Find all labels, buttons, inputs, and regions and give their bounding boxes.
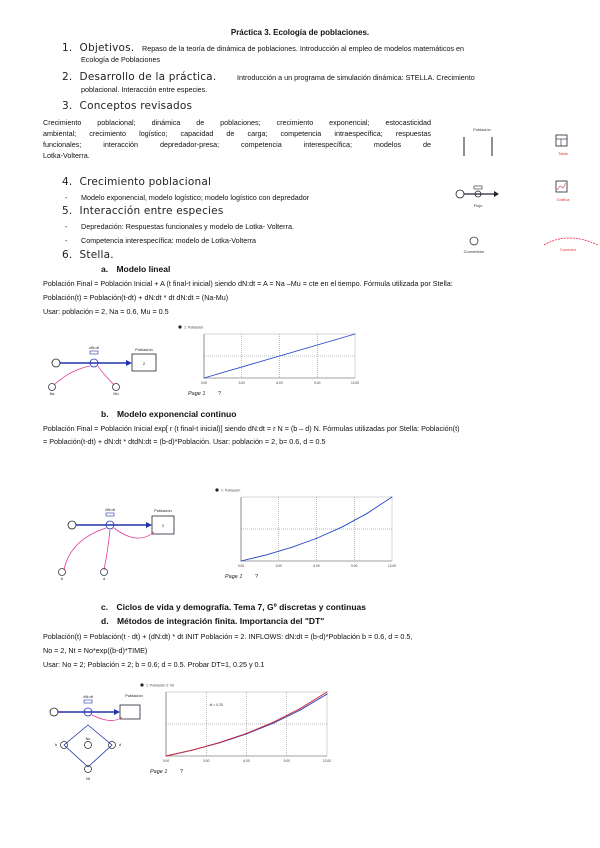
data-point <box>291 547 292 548</box>
x-tick-label: 0.00 <box>162 759 170 763</box>
exponential-model-diagram <box>48 500 198 580</box>
converter-mu-label: Mu <box>113 392 119 395</box>
connector-d <box>104 530 110 570</box>
chart-title: 1: Población 2: Nt <box>146 683 174 688</box>
chart-title: 1: Población <box>184 325 204 330</box>
chart-footer-status: ? <box>218 391 222 397</box>
section-3-line-4: Lotka-Volterra. <box>43 151 90 160</box>
connector-b <box>64 528 106 570</box>
subsection-c-heading <box>101 602 366 612</box>
section-5-title: Interacción entre especies <box>79 205 224 217</box>
toolbar-flow-label: Flujo <box>473 203 483 208</box>
source-cloud-icon <box>50 708 58 716</box>
stock-value: 2 <box>142 361 146 366</box>
converter-b-icon <box>59 569 66 576</box>
table-tool-icon[interactable] <box>556 135 567 146</box>
section-1-heading <box>62 42 134 54</box>
toolbar-stock-label: Población <box>473 127 491 132</box>
section-5-bullet-1: - Depredación: Respuestas funcionales y modelo de Lotka- Volterra. <box>81 221 294 232</box>
chart-title-marker <box>215 488 218 491</box>
x-tick-label: 9.00 <box>351 564 358 568</box>
converter-d-label: d <box>102 577 106 580</box>
section-3-number: 3. <box>62 100 73 112</box>
flow-valve-top <box>106 513 114 516</box>
data-point <box>192 749 193 750</box>
section-6-number: 6. <box>62 249 73 261</box>
chart-title-marker <box>140 683 143 686</box>
chart-title-marker <box>178 325 181 328</box>
page-title: Práctica 3. Ecología de poblaciones. <box>230 28 370 37</box>
subsection-a-line-3: Usar: población = 2, Na = 0.6, Mu = 0.5 <box>43 307 169 316</box>
x-tick-label: 3.00 <box>203 759 210 763</box>
subsection-d-line-1: Población(t) = Población(t - dt) + (dN:dt) * dt INIT Población = 2. INFLOWS: dN:dt = (b-d)*Población b = 0.6, d = 0.5, <box>43 632 413 641</box>
subsection-c-label: c. <box>101 602 109 612</box>
data-point <box>266 554 267 555</box>
data-point <box>300 710 301 711</box>
converter-tool-icon[interactable] <box>470 237 478 245</box>
section-1-number: 1. <box>62 42 73 54</box>
section-1-text: Repaso de la teoría de dinámica de poblaciones. Introducción al empleo de modelos matemáticos en <box>142 44 465 53</box>
section-3-line-1: Crecimiento poblacional; dinámica de poblaciones; crecimiento exponencial; estocasticidad <box>43 118 431 127</box>
converter-no-icon <box>85 742 92 749</box>
converter-nt-label: Nt <box>86 777 90 781</box>
source-cloud-icon <box>68 521 76 529</box>
flow-label: dN:dt <box>83 694 93 699</box>
converter-na-label: Na <box>49 392 55 395</box>
flow-tool-icon[interactable] <box>456 186 499 198</box>
section-2-heading <box>62 71 216 83</box>
subsection-d-title: Métodos de integración finita. Importancia del "DT" <box>116 616 325 626</box>
data-point <box>204 378 205 379</box>
section-3-line-2: ambiental; crecimiento logístico; capacidad de carga; competencia intraespecífica; respuestas <box>43 129 431 138</box>
subsection-a-line-2: Población(t) = Población(t-dt) + dN:dt * dt dN:dt = (Na-Mu) <box>43 293 229 302</box>
chart-footer-page: Page 1 <box>150 769 168 775</box>
data-point <box>327 692 328 693</box>
section-2-number: 2. <box>62 71 73 83</box>
x-tick-label: 0.00 <box>200 381 208 385</box>
converter-no-label: No <box>85 737 91 741</box>
chart-footer-status: ? <box>255 574 259 580</box>
x-tick-label: 9.00 <box>283 759 290 763</box>
data-point <box>392 497 393 498</box>
data-point <box>316 538 317 539</box>
subsection-b-line-2: = Población(t-dt) + dN:dt * dtdN:dt = (b-d)*Población. Usar: población = 2, b= 0.6, d = 0.5 <box>43 437 326 446</box>
data-point <box>366 513 367 514</box>
subsection-d-line-3: Usar: No = 2; Población = 2; b = 0.6; d = 0.5. Probar DT=1, 0.25 y 0.1 <box>43 660 265 669</box>
connector-mu <box>98 366 114 385</box>
data-point <box>219 742 220 743</box>
x-tick-label: 9.00 <box>314 381 321 385</box>
section-6-heading <box>62 249 114 261</box>
section-3-title: Conceptos revisados <box>79 100 193 112</box>
source-cloud-icon <box>52 359 60 367</box>
subsection-b-heading <box>101 409 236 419</box>
data-point <box>300 708 301 709</box>
toolbar-connector-label: Conector <box>559 247 577 252</box>
integration-method-chart <box>130 678 335 778</box>
toolbar-converter-label: Convertidor <box>463 249 485 254</box>
section-2-title: Desarrollo de la práctica. <box>79 71 217 83</box>
toolbar-table-label: Tabla <box>558 151 568 156</box>
converter-b-label: b <box>54 743 58 747</box>
section-2-text-2: poblacional. Interacción entre especies. <box>81 85 208 94</box>
chart-title: 1: Población <box>221 488 241 493</box>
data-point <box>246 733 247 734</box>
flow-arrow-icon <box>146 522 152 528</box>
data-point <box>341 527 342 528</box>
subsection-a-label: a. <box>101 264 109 274</box>
x-tick-label: 6.00 <box>276 381 283 385</box>
data-point <box>327 694 328 695</box>
flow-valve-top <box>90 351 98 354</box>
subsection-b-title: Modelo exponencial continuo <box>116 409 237 419</box>
data-point <box>273 722 274 723</box>
section-5-bullet-2: - Competencia interespecífica: modelo de Lotka-Volterra <box>81 235 256 246</box>
x-tick-label: 12.00 <box>351 381 359 385</box>
x-tick-label: 3.00 <box>238 381 245 385</box>
chart-footer-page: Page 1 <box>225 574 243 580</box>
connector-na <box>54 366 90 385</box>
subsection-b-label: b. <box>101 409 109 419</box>
subsection-b-line-1: Población Final = Población Inicial exp[ r (t final-t inicial)] siendo dN:dt = r N = (b – d) N. Fórmulas utilizadas por Stella: Población(t) <box>43 424 460 433</box>
flow-arrow-icon <box>126 360 132 366</box>
connector-diamond <box>64 725 112 767</box>
flow-label: dN:dt <box>89 345 99 350</box>
section-4-bullet-1: - Modelo exponencial, modelo logístico; modelo logístico con depredador <box>81 192 309 203</box>
converter-na-icon <box>49 384 56 391</box>
converter-mu-icon <box>113 384 120 391</box>
dt-annotation: dt = 0.25 <box>209 703 223 707</box>
stock-label: Población <box>154 508 172 513</box>
exponential-model-chart <box>205 483 400 583</box>
section-1-title: Objetivos. <box>79 42 135 54</box>
x-tick-label: 12.00 <box>323 759 331 763</box>
x-tick-label: 6.00 <box>243 759 250 763</box>
subsection-a-heading <box>101 264 170 274</box>
flow-arrow-icon <box>114 709 120 715</box>
section-6-title: Stella. <box>79 249 114 261</box>
connector-stock <box>114 528 154 538</box>
subsection-c-title: Ciclos de vida y demografía. Tema 7, Gº discretas y continuas <box>116 602 367 612</box>
stella-toolbar-figure <box>452 125 600 275</box>
data-point <box>355 334 356 335</box>
subsection-d-line-2: No = 2, Nt = No*exp((b-d)*TIME) <box>43 646 148 655</box>
section-4-heading <box>62 176 211 188</box>
toolbar-graph-label: Gráfica <box>556 197 570 202</box>
flow-label: dN:dt <box>105 507 115 512</box>
section-5-heading <box>62 205 224 217</box>
section-3-line-3: funcionales; interacción depredador-presa; competencia interespecífica; modelos de <box>43 140 431 149</box>
linear-model-chart <box>168 320 363 400</box>
stock-value: 2 <box>161 523 165 528</box>
x-tick-label: 3.00 <box>275 564 282 568</box>
section-1-text-2: Ecología de Poblaciones <box>81 55 161 64</box>
subsection-d-label: d. <box>101 616 109 626</box>
converter-d-label: d <box>118 743 122 747</box>
stock-label: Población <box>135 347 153 352</box>
stock-label: Población <box>125 693 143 698</box>
flow-valve-top <box>84 700 92 703</box>
section-3-paragraph <box>43 117 431 161</box>
section-5-number: 5. <box>62 205 73 217</box>
chart-footer-page: Page 1 <box>188 391 206 397</box>
section-4-title: Crecimiento poblacional <box>79 176 212 188</box>
x-tick-label: 0.00 <box>237 564 245 568</box>
section-3-heading <box>62 100 192 112</box>
data-point <box>241 561 242 562</box>
subsection-a-line-1: Población Final = Población Inicial + A (t final-t inicial) siendo dN:dt = A = Na –Mu = cte en el tiempo. Fórmula utilizada por Stella: <box>43 279 453 288</box>
subsection-a-title: Modelo lineal <box>116 264 171 274</box>
section-2-text: Introducción a un programa de simulación dinámica: STELLA. Crecimiento <box>237 73 475 82</box>
graph-tool-icon[interactable] <box>556 181 567 192</box>
connector-tool-icon[interactable] <box>544 238 598 245</box>
x-tick-label: 12.00 <box>388 564 396 568</box>
chart-footer-status: ? <box>180 769 184 775</box>
data-point <box>166 756 167 757</box>
x-tick-label: 6.00 <box>313 564 320 568</box>
connector-stock <box>92 715 122 721</box>
section-4-number: 4. <box>62 176 73 188</box>
subsection-d-heading <box>101 616 324 626</box>
converter-b-label: b <box>60 577 64 580</box>
